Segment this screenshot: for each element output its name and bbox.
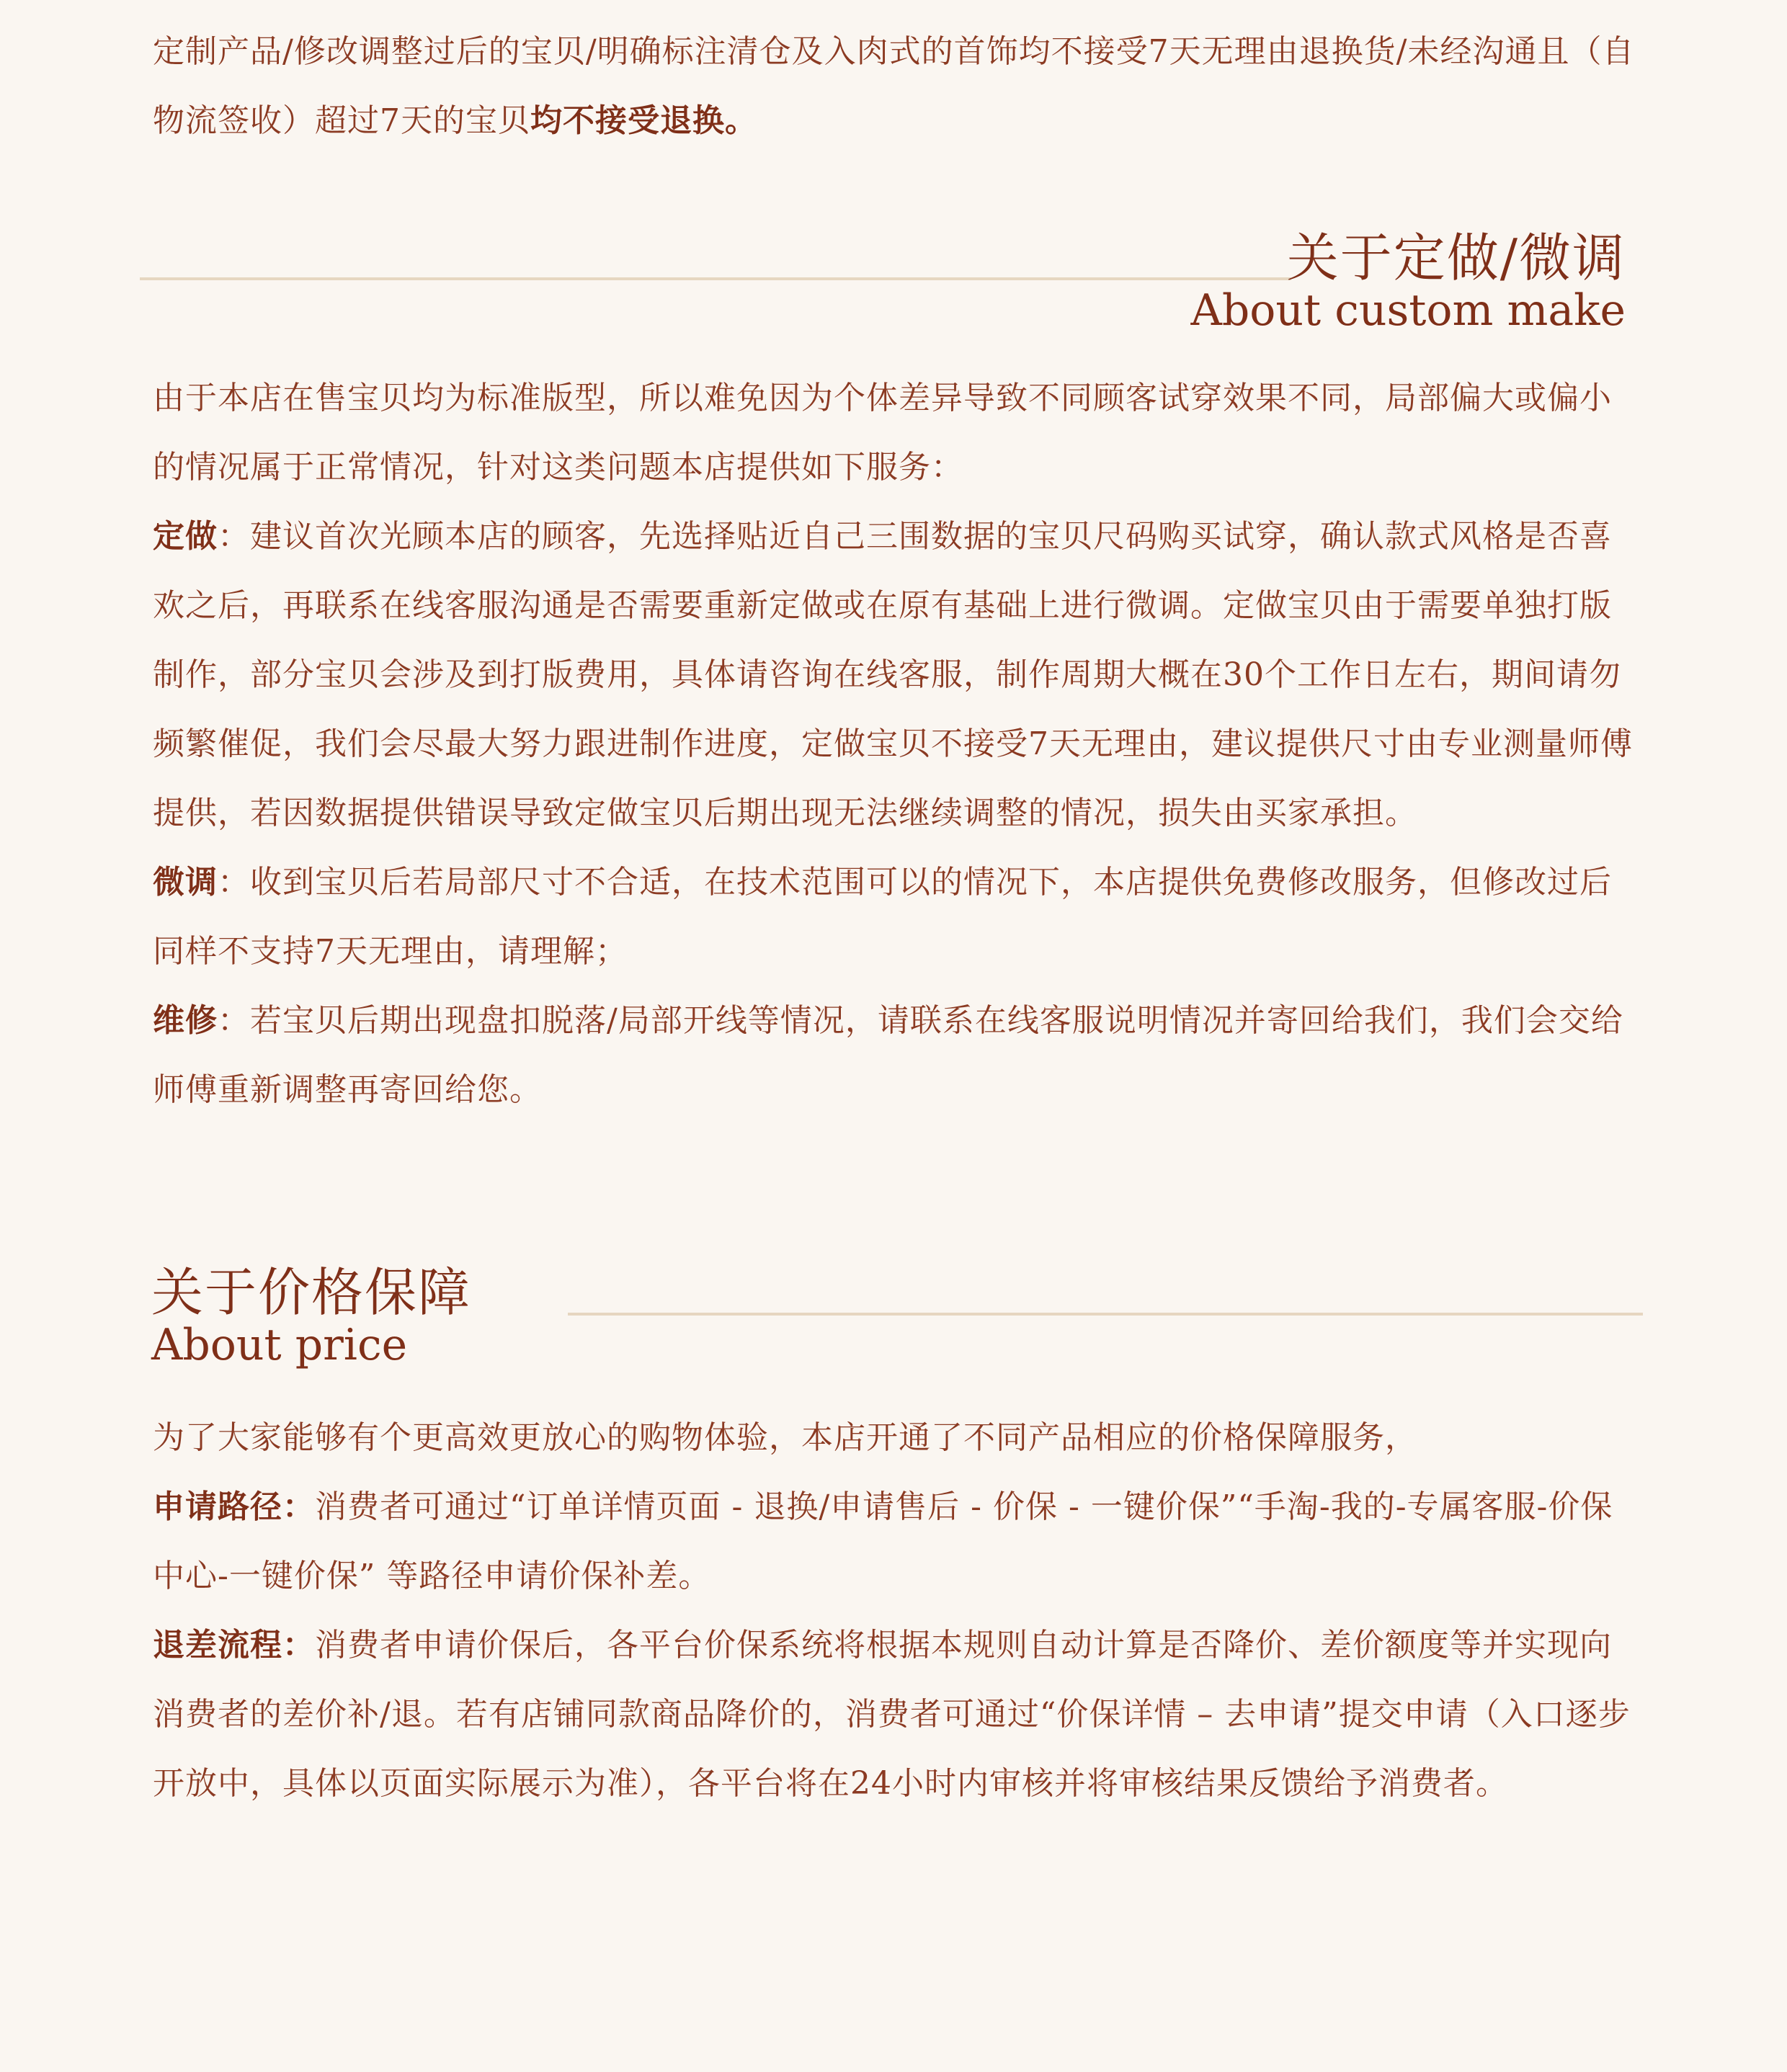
price-section-title-cn: 关于价格保障 <box>151 1262 472 1323</box>
custom-item-label: 定做 <box>153 518 218 555</box>
custom-intro: 由于本店在售宝贝均为标准版型，所以难免因为个体差异导致不同顾客试穿效果不同，局部偏大或偏小的情况属于正常情况，针对这类问题本店提供如下服务： <box>153 380 1612 486</box>
custom-item-text: ：若宝贝后期出现盘扣脱落/局部开线等情况，请联系在线客服说明情况并寄回给我们，我们会交给师傅重新调整再寄回给您。 <box>153 1002 1623 1108</box>
custom-item-dingzuo <box>153 502 1637 848</box>
price-item-text: 消费者申请价保后，各平台价保系统将根据本规则自动计算是否降价、差价额度等并实现向消费者的差价补/退。若有店铺同款商品降价的，消费者可通过“价保详情 – 去申请”提交申请（入口逐步开放中，具体以页面实际展示为准），各平台将在24小时内审核并将审核结果反馈给予消费者。 <box>153 1627 1631 1802</box>
price-section-body <box>153 1403 1637 1818</box>
price-section-divider <box>568 1313 1643 1316</box>
price-intro: 为了大家能够有个更高效更放心的购物体验，本店开通了不同产品相应的价格保障服务， <box>153 1419 1417 1456</box>
price-item-label: 申请路径： <box>153 1488 315 1525</box>
custom-item-text: ：收到宝贝后若局部尺寸不合适，在技术范围可以的情况下，本店提供免费修改服务，但修改过后同样不支持7天无理由，请理解； <box>153 864 1612 970</box>
price-item-refund-process <box>153 1611 1637 1818</box>
intro-paragraph <box>153 17 1637 156</box>
price-item-label: 退差流程： <box>153 1627 315 1664</box>
custom-item-text: ：建议首次光顾本店的顾客，先选择贴近自己三围数据的宝贝尺码购买试穿，确认款式风格是否喜欢之后，再联系在线客服沟通是否需要重新定做或在原有基础上进行微调。定做宝贝由于需要单独打版制作，部分宝贝会涉及到打版费用，具体请咨询在线客服，制作周期大概在30个工作日左右，期间请勿频繁催促，我们会尽最大努力跟进制作进度，定做宝贝不接受7天无理由，建议提供尺寸由专业测量师傅提供，若因数据提供错误导致定做宝贝后期出现无法继续调整的情况，损失由买家承担。 <box>153 518 1633 831</box>
intro-text: 定制产品/修改调整过后的宝贝/明确标注清仓及入肉式的首饰均不接受7天无理由退换货/未经沟通且（自物流签收）超过7天的宝贝 <box>153 33 1635 139</box>
price-section-title-en: About price <box>151 1320 408 1370</box>
custom-section-divider <box>140 277 1291 280</box>
custom-item-weitiao <box>153 848 1637 986</box>
custom-section-title-cn: 关于定做/微调 <box>1286 228 1626 288</box>
price-item-apply-path <box>153 1473 1637 1611</box>
intro-bold-text: 均不接受退换。 <box>530 102 757 139</box>
custom-item-weixiu <box>153 986 1637 1125</box>
custom-section-title-en: About custom make <box>1190 285 1626 336</box>
custom-section-body <box>153 364 1637 1125</box>
custom-item-label: 微调 <box>153 864 218 901</box>
custom-item-label: 维修 <box>153 1002 218 1039</box>
price-item-text: 消费者可通过“订单详情页面 - 退换/申请售后 - 价保 - 一键价保”“手淘-我的-专属客服-价保中心-一键价保” 等路径申请价保补差。 <box>153 1488 1613 1594</box>
